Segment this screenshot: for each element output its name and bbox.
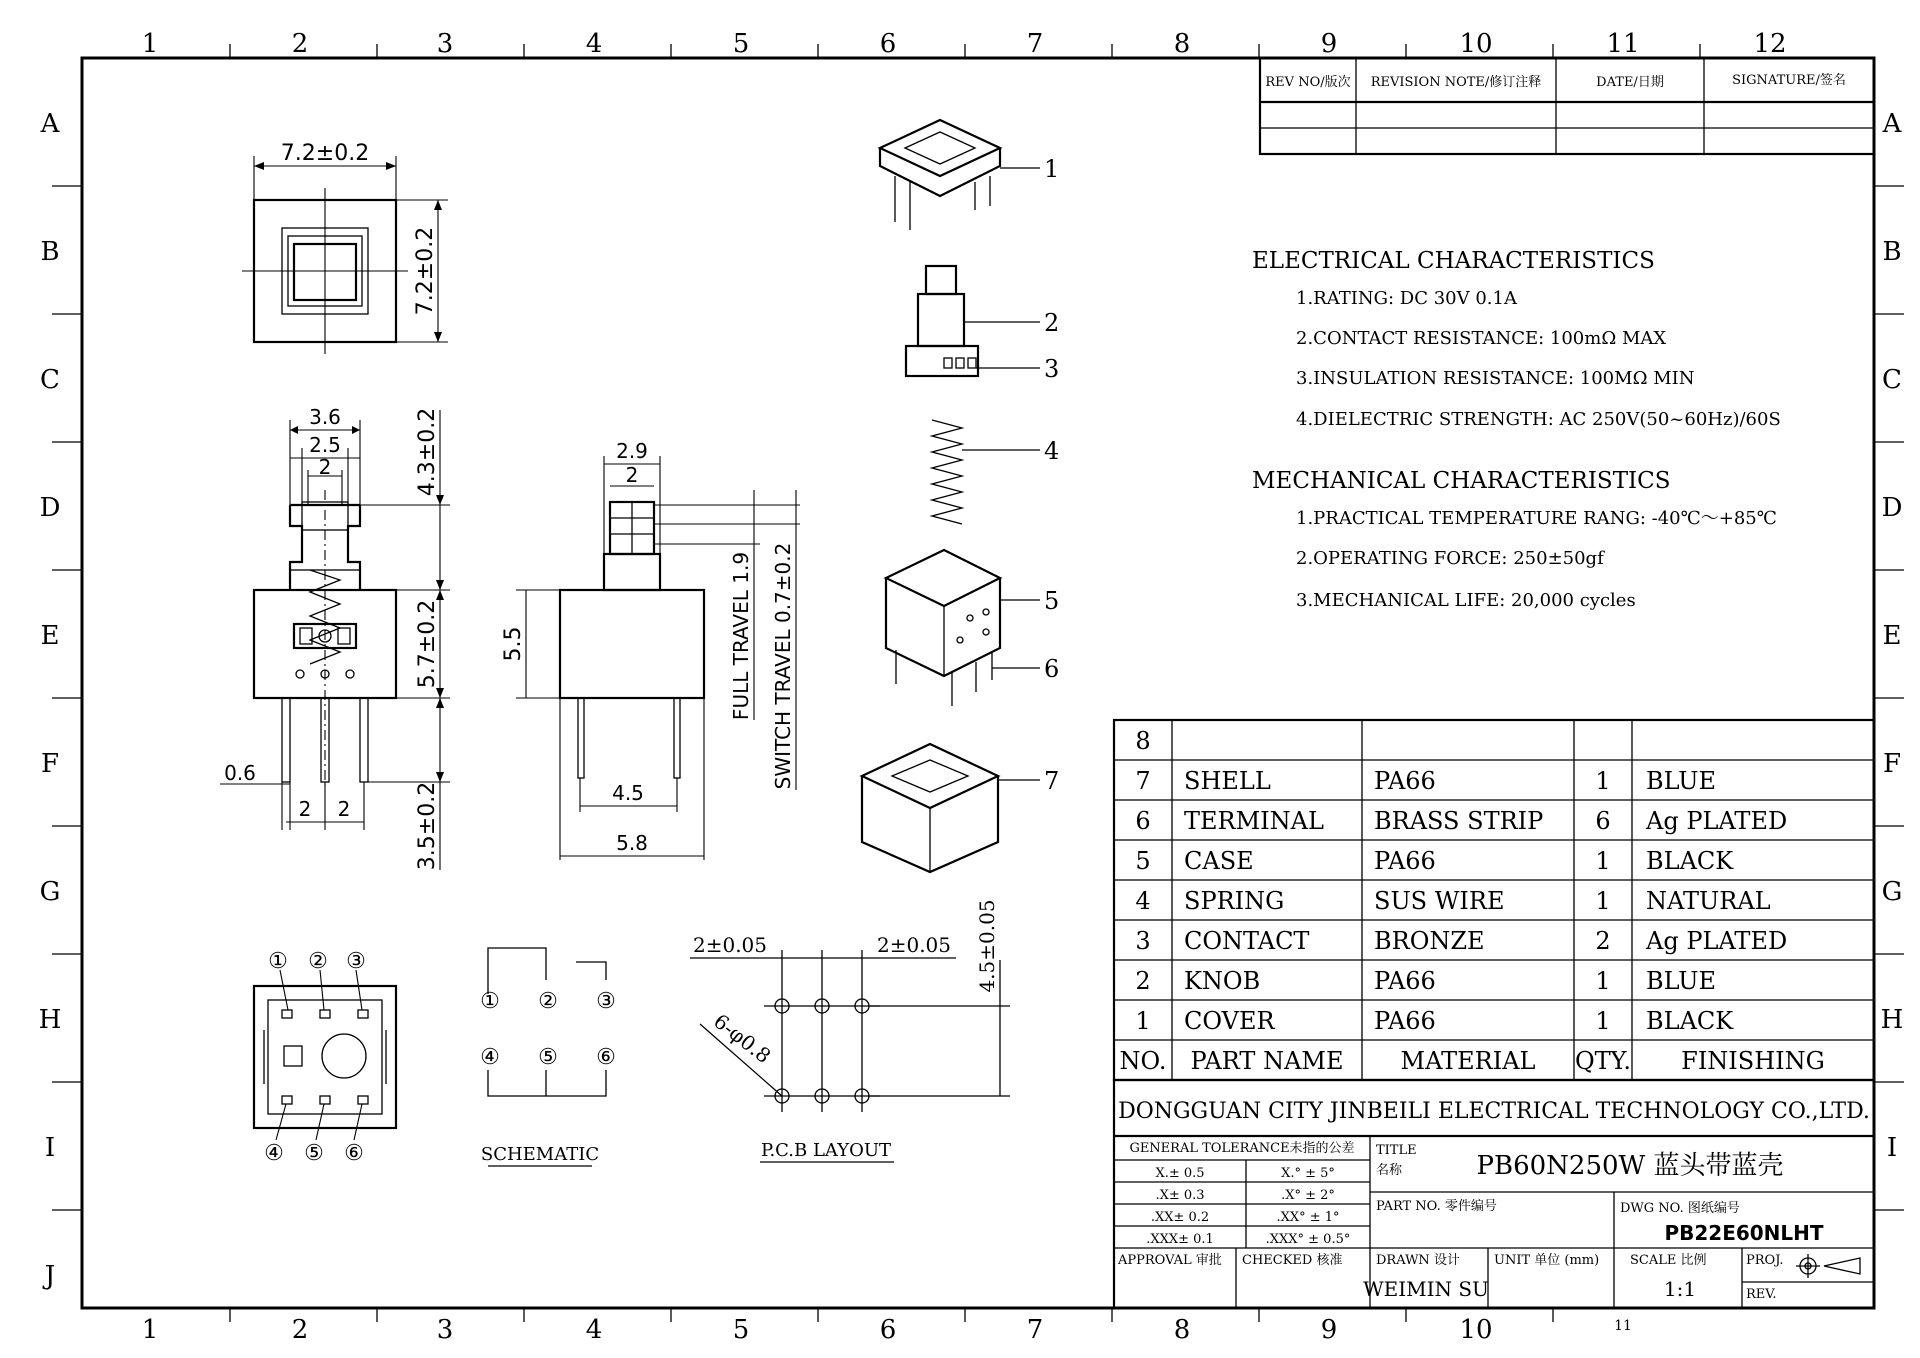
pcb-layout [690,899,1010,1162]
zone-col-6: 6 [879,29,897,59]
bom-row-2-finish: BLUE [1646,967,1717,995]
zone-row-B-right: B [1882,237,1902,267]
dim-pin-width: 0.6 [224,761,256,785]
rev-header-note: REVISION NOTE/修订注释 [1370,75,1542,90]
zone-row-D: D [39,493,61,523]
bom-row-7-qty: 1 [1595,767,1611,795]
bom-row-7-material: PA66 [1374,767,1436,795]
bom-header-no: NO. [1119,1047,1167,1075]
bom-row-4-finish: NATURAL [1646,887,1771,915]
part-cover [880,120,1040,230]
top-view [242,141,448,354]
dwg-no-label: DWG NO. 图纸编号 [1620,1201,1740,1216]
electrical-item-3: 3.INSULATION RESISTANCE: 100MΩ MIN [1296,368,1695,389]
bom-row-5-no: 5 [1135,847,1151,875]
zone-col-8: 8 [1173,29,1191,59]
dim-side-body-w: 5.8 [616,831,648,855]
tolerance-linear-2: .X± 0.3 [1155,1188,1205,1203]
bom-row-7-name: SHELL [1184,767,1271,795]
zone-row-G-right: G [1881,877,1903,907]
tolerance-angular-3: .XX° ± 1° [1276,1210,1340,1225]
bom-row-3-qty: 2 [1595,927,1611,955]
part-no-label: PART NO. 零件编号 [1376,1199,1497,1214]
bom-header-part-name: PART NAME [1190,1047,1344,1075]
mechanical-heading: MECHANICAL CHARACTERISTICS [1252,468,1671,494]
schematic [480,948,616,1166]
zone-row-C: C [40,365,60,395]
bom-row-2-material: PA66 [1374,967,1436,995]
dim-side-w2: 2 [625,463,639,487]
dim-front-h-pin: 3.5±0.2 [415,781,440,871]
bom-row-6-no: 6 [1135,807,1151,835]
zone-row-H: H [38,1005,62,1035]
balloon-1: 1 [1044,155,1060,183]
dim-side-w1: 2.9 [616,439,648,463]
zone-row-A-right: A [1882,109,1902,139]
electrical-item-4: 4.DIELECTRIC STRENGTH: AC 250V(50~60Hz)/60S [1296,409,1781,430]
part-spring [932,420,1040,524]
bom-row-2-qty: 1 [1595,967,1611,995]
rev-header-date: DATE/日期 [1596,75,1664,90]
dim-pin-pitch-a: 2 [298,797,312,821]
bom-row-5-material: PA66 [1374,847,1436,875]
bom-row-5-finish: BLACK [1646,847,1734,875]
exploded-view [862,120,1059,872]
bom-row-1-name: COVER [1184,1007,1275,1035]
zone-col-7: 7 [1026,29,1044,59]
dim-side-h: 5.5 [501,626,526,662]
bom-row-1-qty: 1 [1595,1007,1611,1035]
tolerance-linear-1: X.± 0.5 [1155,1166,1205,1181]
zone-col-12: 12 [1753,29,1787,59]
bom-header-material: MATERIAL [1400,1047,1536,1075]
drawn-label: DRAWN 设计 [1376,1253,1460,1268]
dim-front-w1: 3.6 [309,405,341,429]
balloon-5: 5 [1044,587,1060,615]
bom-row-3-no: 3 [1135,927,1151,955]
mechanical-item-2: 2.OPERATING FORCE: 250±50gf [1296,548,1604,569]
zone-row-G: G [39,877,61,907]
pin-label-4-bottom: ④ [264,1141,284,1166]
zone-bottom-col-9: 9 [1320,1315,1338,1345]
bom-header-finishing: FINISHING [1681,1047,1825,1075]
bom-row-3-name: CONTACT [1184,927,1310,955]
zone-bottom-col-3: 3 [436,1315,454,1345]
electrical-characteristics [1252,248,1781,430]
dim-side-full-travel: FULL TRAVEL 1.9 [729,551,753,721]
dim-front-h-body: 5.7±0.2 [415,599,440,689]
zone-row-E: E [40,621,60,651]
dim-front-w2: 2.5 [309,433,341,457]
electrical-item-2: 2.CONTACT RESISTANCE: 100mΩ MAX [1296,328,1667,349]
bom-row-2-no: 2 [1135,967,1151,995]
bom-row-6-name: TERMINAL [1184,807,1324,835]
mechanical-characteristics [1252,468,1777,611]
bom-row-3-material: BRONZE [1374,927,1485,955]
checked-label: CHECKED 核准 [1242,1253,1343,1268]
mechanical-item-3: 3.MECHANICAL LIFE: 20,000 cycles [1296,590,1636,611]
dwg-no-value: PB22E60NLHT [1664,1221,1824,1245]
bom-row-5-name: CASE [1184,847,1254,875]
bom-row-8-no: 8 [1135,727,1151,755]
schematic-pin-3: ③ [596,989,616,1014]
zone-bottom-col-11: 11 [1614,1318,1632,1334]
zone-row-A: A [40,109,60,139]
bom-row-1-no: 1 [1135,1007,1151,1035]
zone-bottom-col-6: 6 [879,1315,897,1345]
balloon-6: 6 [1044,655,1060,683]
zone-row-F-right: F [1882,749,1902,779]
front-view [220,405,450,870]
bom-row-6-qty: 6 [1595,807,1611,835]
zone-row-H-right: H [1880,1005,1904,1035]
schematic-pin-1: ① [480,989,500,1014]
electrical-heading: ELECTRICAL CHARACTERISTICS [1252,248,1655,274]
dim-pcb-hole: 6-φ0.8 [709,1008,776,1069]
zone-row-B: B [40,237,60,267]
zone-row-F: F [40,749,60,779]
dim-top-height: 7.2±0.2 [413,226,438,316]
dim-front-w3: 2 [318,455,332,479]
rev-label: REV. [1746,1287,1777,1302]
approval-label: APPROVAL 审批 [1118,1253,1222,1268]
zone-bottom-col-8: 8 [1173,1315,1191,1345]
dim-pin-pitch-b: 2 [337,797,351,821]
zone-row-I-right: I [1886,1133,1898,1163]
pin-label-1-top: ① [268,949,288,974]
dim-side-switch-travel: SWITCH TRAVEL 0.7±0.2 [771,542,795,790]
zone-bottom-col-10: 10 [1459,1315,1493,1345]
schematic-pin-6: ⑥ [596,1045,616,1070]
title-label: TITLE [1376,1143,1417,1158]
bom-row-7-no: 7 [1135,767,1151,795]
bom-table [1114,720,1874,1080]
dim-top-width: 7.2±0.2 [280,141,370,166]
dim-side-pin-span: 4.5 [612,781,644,805]
schematic-caption: SCHEMATIC [480,1144,600,1165]
dim-pcb-row: 4.5±0.05 [975,899,999,993]
bom-row-4-no: 4 [1135,887,1151,915]
bom-row-1-finish: BLACK [1646,1007,1734,1035]
zone-col-9: 9 [1320,29,1338,59]
zone-row-D-right: D [1881,493,1903,523]
zone-col-2: 2 [291,29,309,59]
company-name: DONGGUAN CITY JINBEILI ELECTRICAL TECHNOLOGY CO.,LTD. [1118,1099,1870,1124]
title-value: PB60N250W 蓝头带蓝壳 [1476,1151,1784,1181]
proj-label: PROJ. [1746,1253,1784,1268]
title-block [1114,1080,1874,1308]
bom-header-qty: QTY. [1574,1047,1632,1075]
zone-col-3: 3 [436,29,454,59]
bom-row-3-finish: Ag PLATED [1646,927,1788,955]
balloon-3: 3 [1044,355,1060,383]
dim-pcb-pitch-b: 2±0.05 [876,933,952,957]
tolerance-linear-4: .XXX± 0.1 [1146,1232,1214,1247]
balloon-7: 7 [1044,767,1060,795]
scale-label: SCALE 比例 [1630,1253,1707,1268]
zone-row-I: I [44,1133,56,1163]
part-knob [906,266,1040,376]
bom-row-4-name: SPRING [1184,887,1285,915]
tolerance-angular-2: .X° ± 2° [1281,1188,1335,1203]
zone-col-10: 10 [1459,29,1493,59]
zone-row-E-right: E [1882,621,1902,651]
zone-row-C-right: C [1882,365,1902,395]
unit-label: UNIT 单位 (mm) [1494,1253,1600,1268]
bom-row-2-name: KNOB [1184,967,1261,995]
mechanical-item-1: 1.PRACTICAL TEMPERATURE RANG: -40℃～+85℃ [1296,508,1777,529]
bom-row-7-finish: BLUE [1646,767,1717,795]
bom-row-1-material: PA66 [1374,1007,1436,1035]
zone-bottom-col-4: 4 [585,1315,603,1345]
bom-row-5-qty: 1 [1595,847,1611,875]
balloon-2: 2 [1044,309,1060,337]
bottom-view [254,949,396,1166]
revision-table [1260,58,1874,154]
zone-col-1: 1 [141,29,159,59]
bom-row-6-material: BRASS STRIP [1374,807,1544,835]
tolerance-heading: GENERAL TOLERANCE未指的公差 [1129,1141,1355,1156]
tolerance-angular-4: .XXX° ± 0.5° [1265,1232,1351,1247]
schematic-pin-4: ④ [480,1045,500,1070]
bom-row-6-finish: Ag PLATED [1646,807,1788,835]
scale-value: 1:1 [1663,1277,1697,1301]
electrical-item-1: 1.RATING: DC 30V 0.1A [1296,288,1517,309]
zone-row-J: J [44,1261,56,1291]
dim-pcb-pitch-a: 2±0.05 [692,933,768,957]
pin-label-5-bottom: ⑤ [304,1141,324,1166]
schematic-pin-2: ② [538,989,558,1014]
zone-bottom-col-7: 7 [1026,1315,1044,1345]
zone-col-4: 4 [585,29,603,59]
pin-label-2-top: ② [308,949,328,974]
dim-front-h-top: 4.3±0.2 [415,407,440,497]
part-case [886,550,1040,706]
pcb-caption: P.C.B LAYOUT [760,1140,892,1161]
zone-bottom-col-5: 5 [732,1315,750,1345]
bom-row-4-material: SUS WIRE [1374,887,1505,915]
pin-label-6-bottom: ⑥ [344,1141,364,1166]
projection-symbol-icon [1796,1254,1860,1278]
tolerance-linear-3: .XX± 0.2 [1150,1210,1210,1225]
zone-bottom-col-2: 2 [291,1315,309,1345]
zone-col-11: 11 [1606,29,1640,59]
tolerance-angular-1: X.° ± 5° [1281,1166,1335,1181]
side-view [501,439,800,860]
title-label-cn: 名称 [1376,1163,1403,1178]
zone-col-5: 5 [732,29,750,59]
rev-header-signature: SIGNATURE/签名 [1732,73,1846,88]
drawn-value: WEIMIN SU [1363,1277,1489,1301]
rev-header-rev-no: REV NO/版次 [1265,75,1351,90]
part-shell [862,744,1040,872]
zone-bottom-col-1: 1 [141,1315,159,1345]
balloon-4: 4 [1044,437,1060,465]
bom-row-4-qty: 1 [1595,887,1611,915]
pin-label-3-top: ③ [346,949,366,974]
schematic-pin-5: ⑤ [538,1045,558,1070]
